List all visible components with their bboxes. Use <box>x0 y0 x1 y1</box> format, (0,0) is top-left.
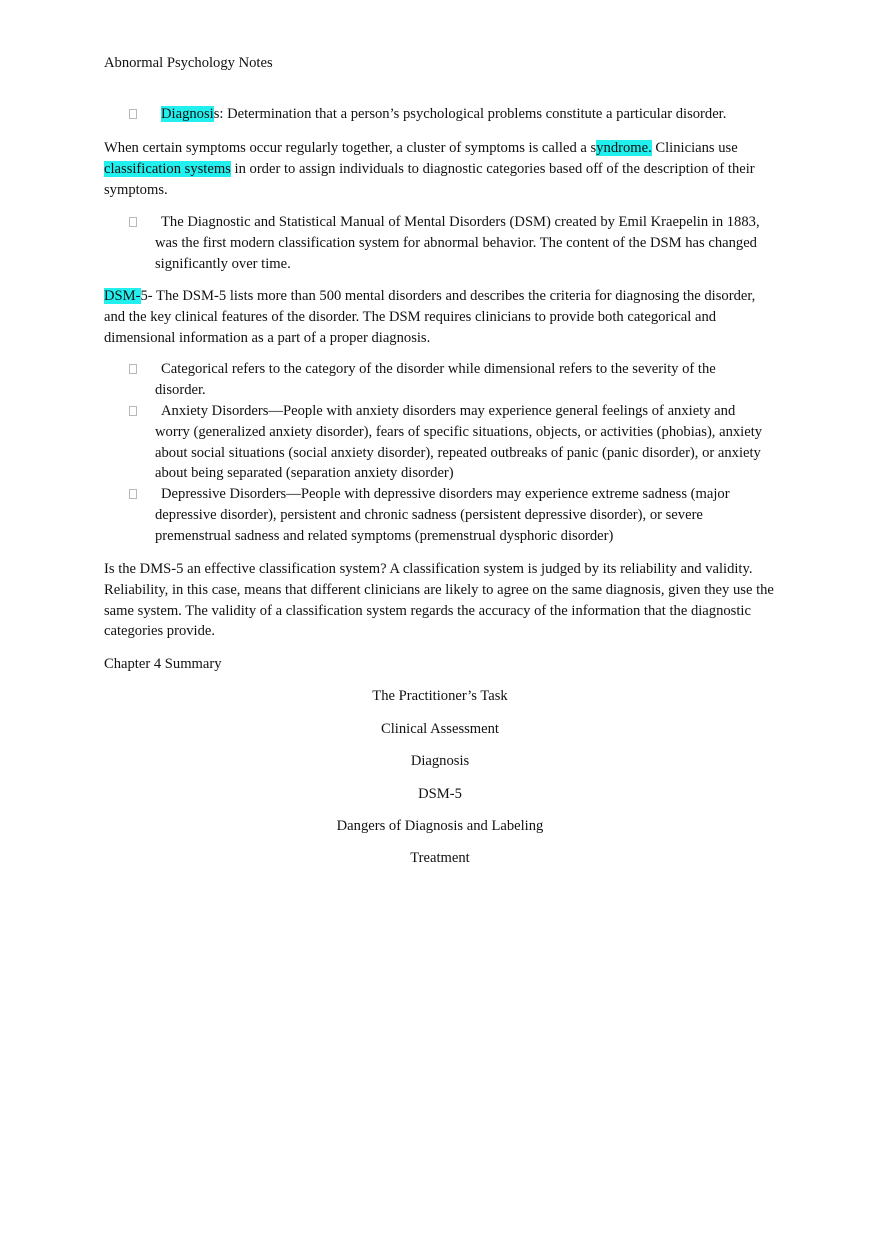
highlight-syndrome: yndrome. <box>596 140 652 156</box>
highlight-dsm: DSM- <box>104 288 141 304</box>
bullet-diagnosis <box>129 104 769 125</box>
bullet-box-icon <box>129 109 137 119</box>
paragraph-syndrome: When certain symptoms occur regularly together, a cluster of symptoms is called a syndrome. Clinicians use classification systems in order to assign individuals to diagnostic categories based off of the description of their symptoms. <box>104 140 755 198</box>
page-header: Abnormal Psychology Notes <box>104 55 273 71</box>
summary-item: Clinical Assessment <box>381 721 499 737</box>
bullet-dsm-history <box>129 212 769 274</box>
bullet-text: The Diagnostic and Statistical Manual of Mental Disorders (DSM) created by Emil Kraepelin in 1883, was the first modern classification system for abnormal behavior. The content of the DSM has changed significantly over time. <box>155 214 760 272</box>
summary-item: Diagnosis <box>410 753 470 769</box>
bullet-text: Depressive Disorders—People with depressive disorders may experience extreme sadness (major depressive disorder), persistent and chronic sadness (persistent depressive disorder), or severe premenstrual sadness and related symptoms (premenstrual dysphoric disorder) <box>155 486 730 544</box>
summary-item: Dangers of Diagnosis and Labeling <box>336 818 544 834</box>
bullet-box-icon <box>129 406 137 416</box>
bullet-categorical <box>129 359 769 401</box>
bullet-box-icon <box>129 217 137 227</box>
bullet-box-icon <box>129 489 137 499</box>
highlight-classification-systems: classification systems <box>104 160 231 177</box>
bullet-text: Categorical refers to the category of the disorder while dimensional refers to the severity of the disorder. <box>155 361 716 398</box>
summary-item: Treatment <box>410 850 470 866</box>
bullet-anxiety-disorders <box>129 401 769 484</box>
paragraph-dsm5: DSM-5- The DSM-5 lists more than 500 mental disorders and describes the criteria for diagnosing the disorder, and the key clinical features of the disorder. The DSM requires clinicians to provide both categorical and dimensional information as a part of a proper diagnosis. <box>104 288 756 346</box>
paragraph-reliability: Is the DMS-5 an effective classification system? A classification system is judged by its reliability and validity. Reliability, in this case, means that different clinicians are likely to agree on the same diagnosis, given they use the same system. The validity of a classification system regards the accuracy of the information that the diagnostic categories provide. <box>104 561 774 640</box>
summary-item: The Practitioner’s Task <box>372 688 508 704</box>
bullet-box-icon <box>129 364 137 374</box>
highlight-diagnosis: Diagnosi <box>161 106 214 122</box>
summary-item: DSM-5 <box>418 786 462 802</box>
bullet-depressive-disorders <box>129 484 769 546</box>
summary-heading: Chapter 4 Summary <box>104 656 222 672</box>
bullet-text: Diagnosis: Determination that a person’s psychological problems constitute a particular disorder. <box>161 106 727 122</box>
bullet-text: Anxiety Disorders—People with anxiety disorders may experience general feelings of anxiety and worry (generalized anxiety disorder), fears of specific situations, objects, or activities (phobias), anxiety about social situations (social anxiety disorder), repeated outbreaks of panic (panic disorder), or anxiety about being separated (separation anxiety disorder) <box>155 403 763 482</box>
